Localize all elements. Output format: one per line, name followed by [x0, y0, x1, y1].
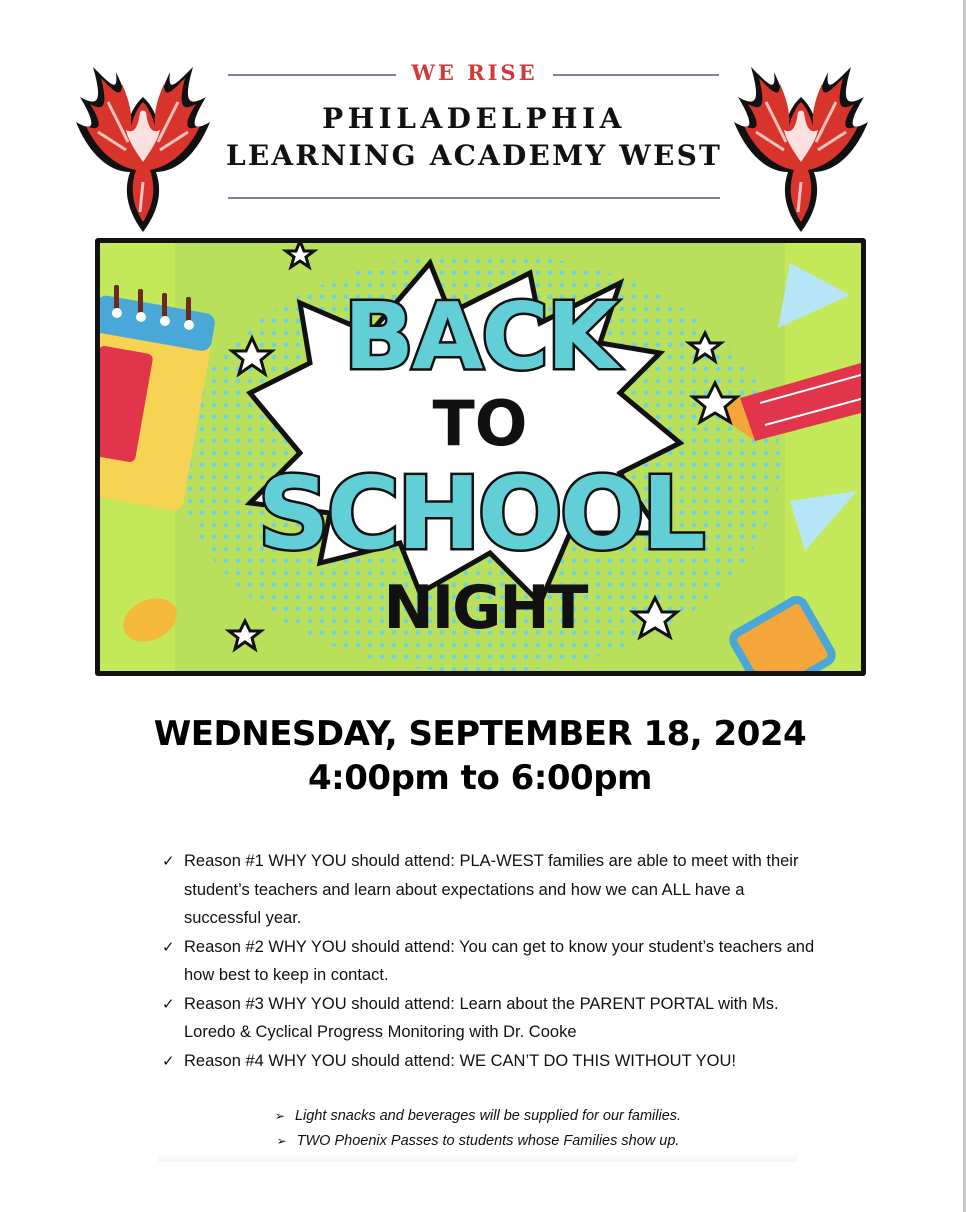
- reasons-list: [160, 847, 820, 1075]
- event-datetime: [0, 712, 960, 800]
- school-name-line2: LEARNING ACADEMY WEST: [225, 139, 723, 172]
- flyer-header: [0, 0, 966, 240]
- back-to-school-banner: [95, 238, 866, 676]
- perk-text: Light snacks and beverages will be supplied for our families.: [294, 1108, 682, 1124]
- checkmark-icon: ✓: [162, 1051, 175, 1070]
- reason-text: Reason #4 WHY YOU should attend: WE CAN’T DO THIS WITHOUT YOU!: [184, 1051, 737, 1070]
- reason-text: Reason #3 WHY YOU should attend: Learn about the PARENT PORTAL with Ms. Loredo & Cyclical Progress Monitoring with Dr. Cooke: [184, 994, 779, 1041]
- reason-item: [160, 990, 820, 1047]
- reason-item: [160, 1047, 820, 1076]
- banner-title-to: TO: [432, 387, 528, 460]
- perks-list: [158, 1104, 798, 1162]
- arrow-bullet-icon: ➢: [276, 1134, 287, 1148]
- phoenix-icon: [726, 42, 876, 237]
- paper-plane-icon: [790, 491, 857, 551]
- checkmark-icon: ✓: [162, 994, 175, 1013]
- perk-text: TWO Phoenix Passes to students whose Families show up.: [296, 1133, 680, 1149]
- arrow-bullet-icon: ➢: [274, 1109, 285, 1123]
- perk-item: [158, 1129, 798, 1154]
- reason-item: [160, 847, 820, 933]
- banner-title-night: NIGHT: [383, 573, 587, 643]
- leaf-icon: [116, 590, 184, 650]
- school-name-line1: PHILADELPHIA: [322, 102, 626, 135]
- tagline: WE RISE: [411, 60, 538, 85]
- event-date: WEDNESDAY, SEPTEMBER 18, 2024: [153, 714, 807, 754]
- phoenix-icon: [68, 42, 218, 237]
- checkmark-icon: ✓: [162, 852, 175, 870]
- reason-text: Reason #1 WHY YOU should attend: PLA-WEST families are able to meet with their student’s teachers and learn about expectations and how we can ALL have a successful year.: [184, 852, 799, 927]
- perk-item: [158, 1104, 798, 1129]
- header-rule: [228, 74, 396, 76]
- banner-title-back: BACK: [343, 283, 617, 390]
- paper-plane-icon: [778, 263, 850, 328]
- school-name: [220, 100, 728, 174]
- header-rule: [228, 197, 720, 199]
- banner-title-school: SCHOOL: [257, 455, 703, 572]
- reason-item: [160, 933, 820, 990]
- banner-artwork: [100, 243, 861, 671]
- checkmark-icon: ✓: [162, 937, 175, 956]
- header-rule: [553, 74, 719, 76]
- reason-text: Reason #2 WHY YOU should attend: You can get to know your student’s teachers and how best to keep in contact.: [184, 937, 815, 984]
- event-time: 4:00pm to 6:00pm: [308, 758, 652, 798]
